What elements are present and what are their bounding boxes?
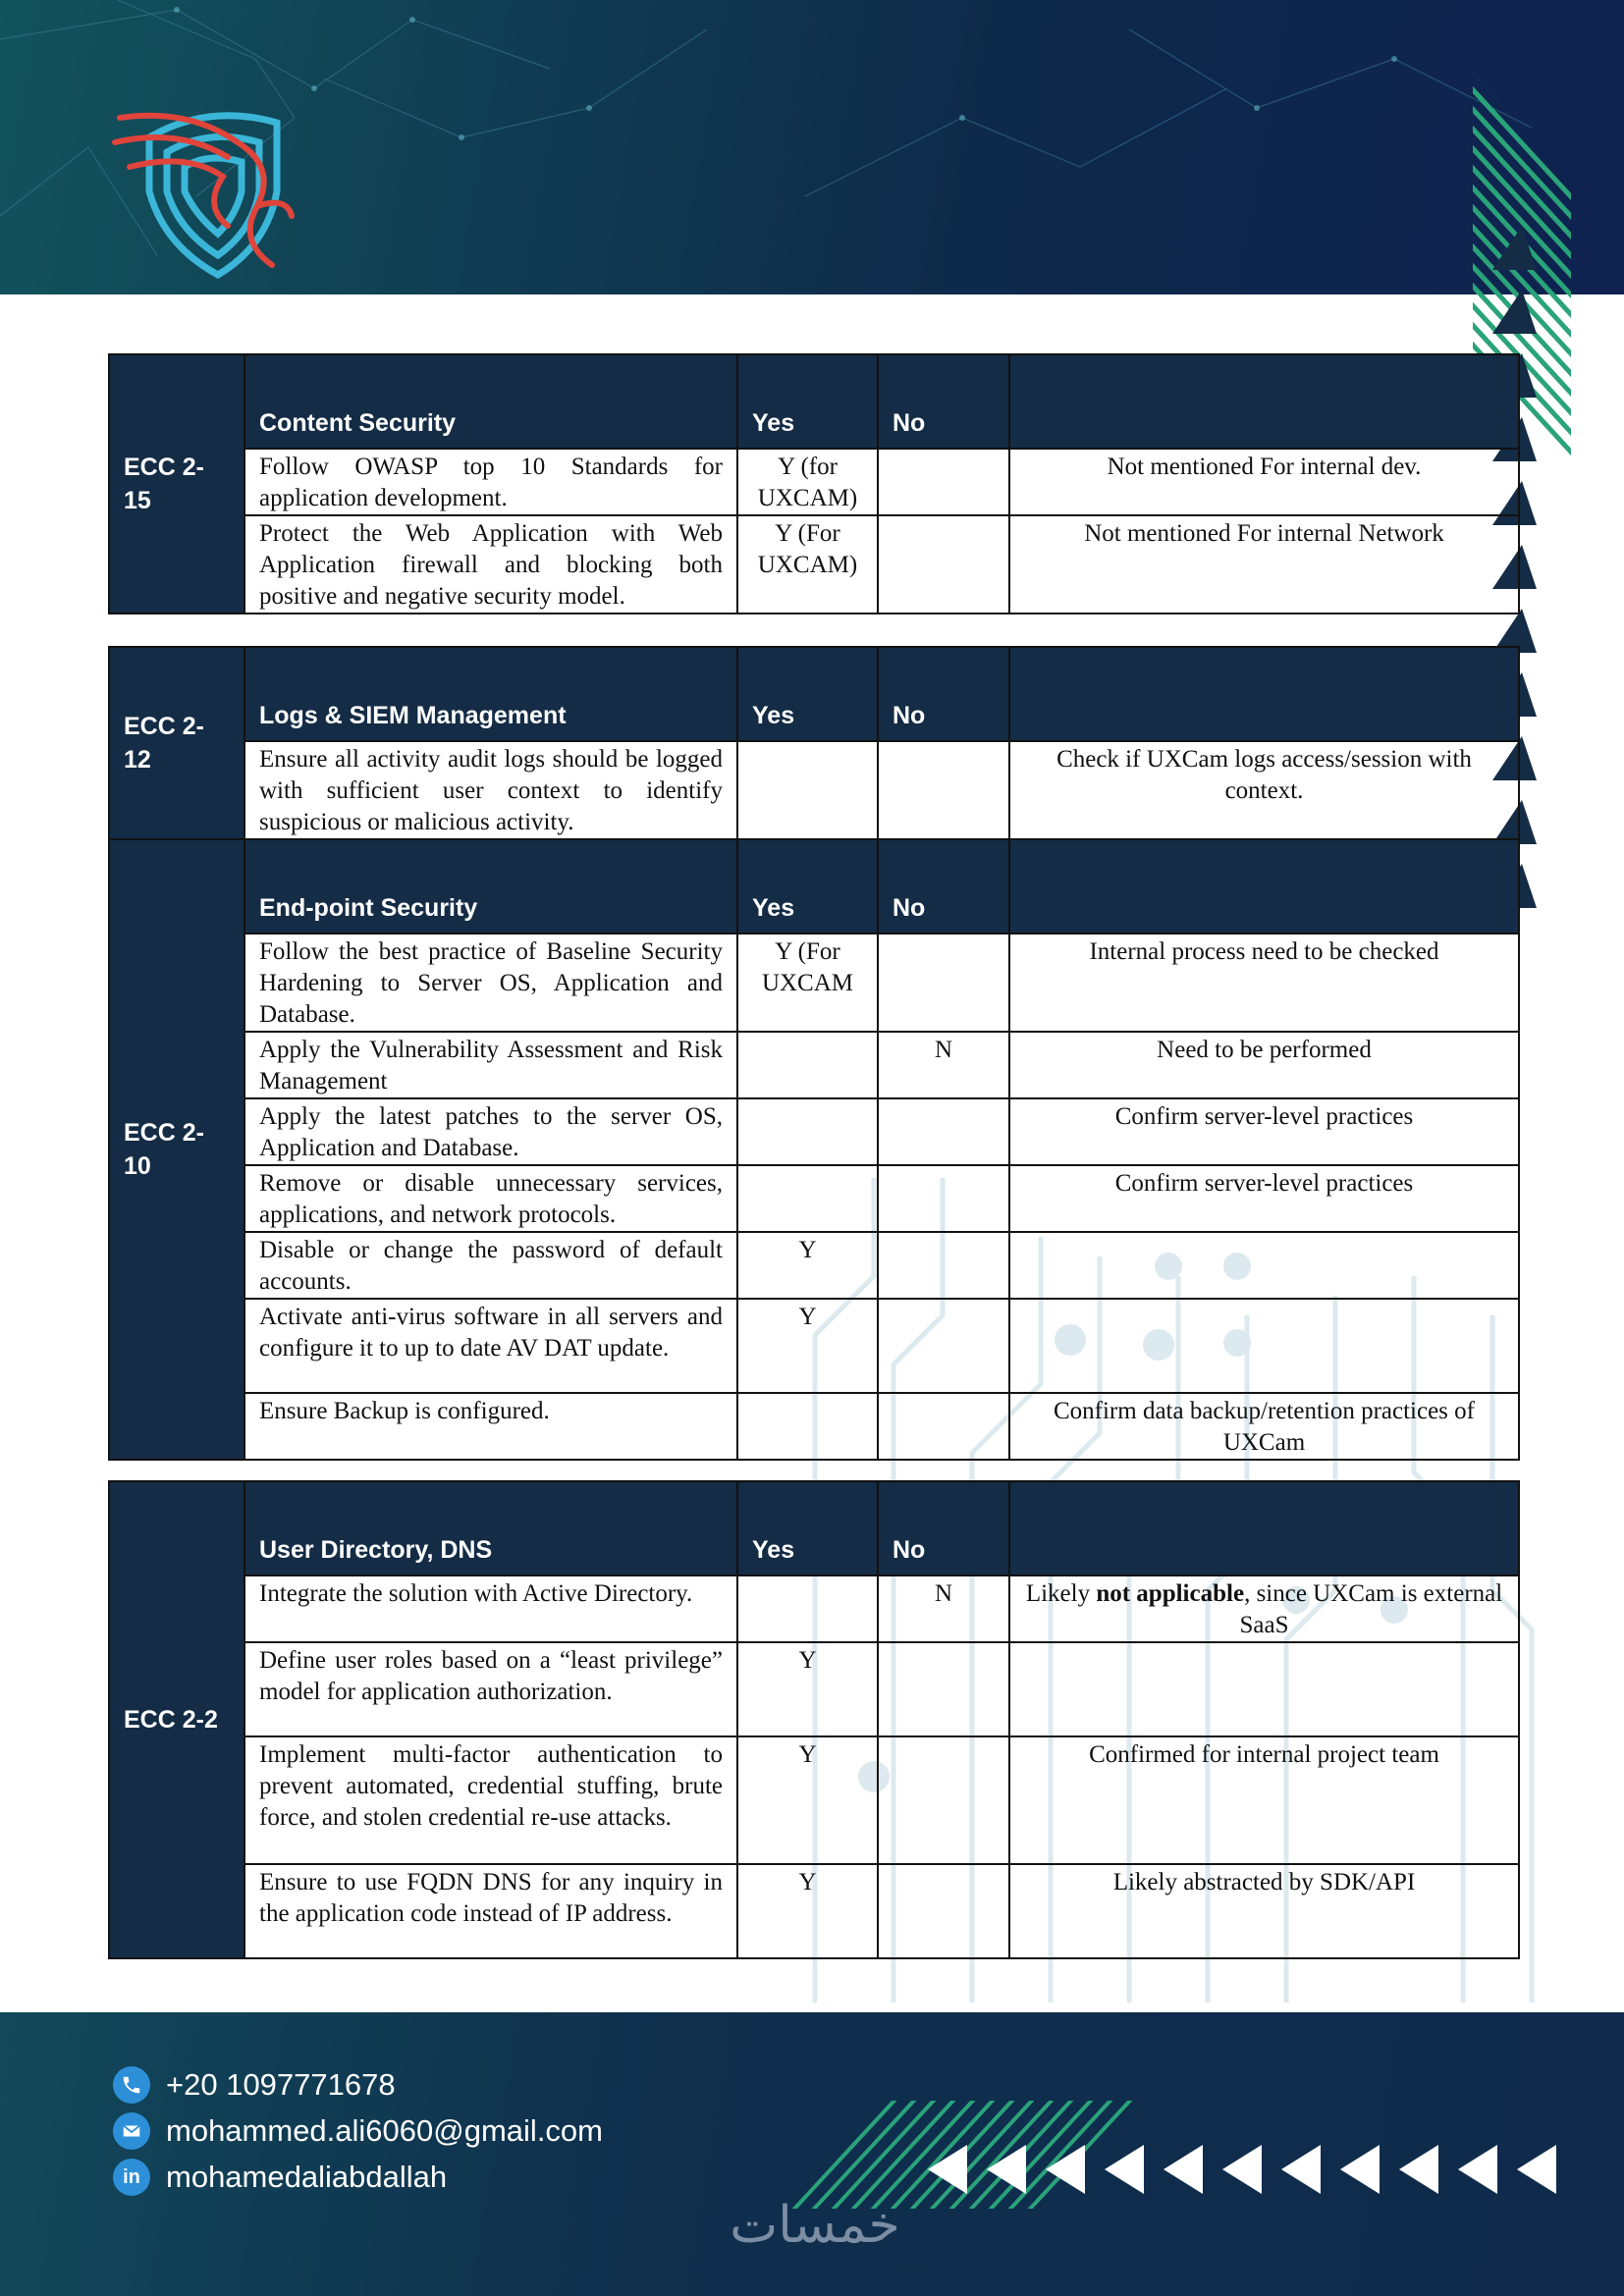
no-cell [878,1299,1009,1393]
table-row [109,449,1519,515]
requirement-cell: Integrate the solution with Active Directory. [244,1575,737,1642]
requirement-cell: Apply the Vulnerability Assessment and Risk Management [244,1032,737,1098]
contact-linkedin[interactable] [113,2159,447,2196]
no-header: No [878,354,1009,449]
note-cell: Not mentioned For internal Network [1009,515,1519,614]
section-title: Logs & SIEM Management [244,647,737,741]
no-cell [878,1393,1009,1460]
no-cell [878,1864,1009,1958]
no-cell: N [878,1032,1009,1098]
table-row [109,1393,1519,1460]
table-row [109,1299,1519,1393]
yes-header: Yes [737,839,878,934]
requirement-cell: Remove or disable unnecessary services, applications, and network protocols. [244,1165,737,1232]
note-cell: Check if UXCam logs access/session with context. [1009,741,1519,839]
phone-number: +20 1097771678 [166,2067,396,2102]
yes-cell: Y [737,1864,878,1958]
requirement-cell: Protect the Web Application with Web Application firewall and blocking both positive and negative security model. [244,515,737,614]
note-cell: Confirm server-level practices [1009,1098,1519,1165]
section-title: User Directory, DNS [244,1481,737,1575]
table-logs-endpoint [108,646,1520,1461]
note-cell [1009,1575,1519,1642]
requirement-cell: Follow the best practice of Baseline Security Hardening to Server OS, Application and Database. [244,934,737,1032]
notes-header [1009,647,1519,741]
note-cell: Need to be performed [1009,1032,1519,1098]
note-cell: Confirm server-level practices [1009,1165,1519,1232]
notes-header [1009,354,1519,449]
yes-cell [737,1098,878,1165]
note-cell [1009,1232,1519,1299]
requirement-cell: Disable or change the password of default accounts. [244,1232,737,1299]
section-title: End-point Security [244,839,737,934]
yes-cell: Y (For UXCAM [737,934,878,1032]
notes-header [1009,839,1519,934]
no-cell [878,515,1009,614]
no-header: No [878,1481,1009,1575]
table-row [109,515,1519,614]
yes-cell: Y [737,1642,878,1736]
table-row [109,1864,1519,1958]
requirement-cell: Define user roles based on a “least privilege” model for application authorization. [244,1642,737,1736]
table-row [109,1032,1519,1098]
yes-header: Yes [737,1481,878,1575]
mail-icon [113,2112,150,2150]
table-row [109,1232,1519,1299]
requirement-cell: Activate anti-virus software in all servers and configure it to up to date AV DAT update. [244,1299,737,1393]
no-cell [878,449,1009,515]
yes-cell [737,741,878,839]
yes-cell: Y (for UXCAM) [737,449,878,515]
no-cell [878,741,1009,839]
requirement-cell: Ensure to use FQDN DNS for any inquiry in the application code instead of IP address. [244,1864,737,1958]
yes-cell: Y [737,1299,878,1393]
yes-cell [737,1032,878,1098]
no-header: No [878,647,1009,741]
yes-cell [737,1575,878,1642]
note-cell: Not mentioned For internal dev. [1009,449,1519,515]
contact-phone[interactable] [113,2066,396,2104]
table-row [109,1575,1519,1642]
yes-cell: Y [737,1736,878,1864]
no-cell [878,1642,1009,1736]
no-cell [878,934,1009,1032]
yes-header: Yes [737,354,878,449]
yes-cell [737,1393,878,1460]
contact-email[interactable] [113,2112,603,2150]
no-cell [878,1232,1009,1299]
shield-dragon-logo [110,98,306,285]
control-code: ECC 2-2 [109,1481,244,1958]
requirement-cell: Ensure all activity audit logs should be logged with sufficient user context to identify suspicious or malicious activity. [244,741,737,839]
section-title: Content Security [244,354,737,449]
note-cell: Confirm data backup/retention practices of UXCam [1009,1393,1519,1460]
requirement-cell: Ensure Backup is configured. [244,1393,737,1460]
table-content-security [108,353,1520,614]
note-text: , since UXCam is external SaaS [1239,1580,1503,1638]
control-code: ECC 2-12 [109,647,244,839]
no-cell [878,1736,1009,1864]
table-row [109,1736,1519,1864]
yes-cell: Y [737,1232,878,1299]
note-bold-text: not applicable [1096,1580,1245,1607]
email-address: mohammed.ali6060@gmail.com [166,2113,603,2148]
linkedin-handle: mohamedaliabdallah [166,2160,448,2194]
phone-icon [113,2066,150,2104]
no-cell [878,1165,1009,1232]
note-cell: Internal process need to be checked [1009,934,1519,1032]
notes-header [1009,1481,1519,1575]
yes-cell: Y (For UXCAM) [737,515,878,614]
table-row [109,1642,1519,1736]
table-user-directory [108,1480,1520,1959]
no-header: No [878,839,1009,934]
table-row [109,741,1519,839]
no-cell: N [878,1575,1009,1642]
note-cell: Confirmed for internal project team [1009,1736,1519,1864]
linkedin-icon: in [113,2159,150,2196]
no-cell [878,1098,1009,1165]
yes-cell [737,1165,878,1232]
control-code: ECC 2-10 [109,839,244,1460]
table-row [109,1098,1519,1165]
note-cell: Likely abstracted by SDK/API [1009,1864,1519,1958]
note-cell [1009,1642,1519,1736]
yes-header: Yes [737,647,878,741]
requirement-cell: Follow OWASP top 10 Standards for application development. [244,449,737,515]
note-cell [1009,1299,1519,1393]
brand-watermark: خمسات [730,2196,900,2255]
table-row [109,1165,1519,1232]
page-header [0,0,1624,294]
requirement-cell: Apply the latest patches to the server OS, Application and Database. [244,1098,737,1165]
note-text: Likely [1025,1580,1097,1607]
control-code: ECC 2-15 [109,354,244,614]
table-row [109,934,1519,1032]
requirement-cell: Implement multi-factor authentication to prevent automated, credential stuffing, brute force, and stolen credential re-use attacks. [244,1736,737,1864]
